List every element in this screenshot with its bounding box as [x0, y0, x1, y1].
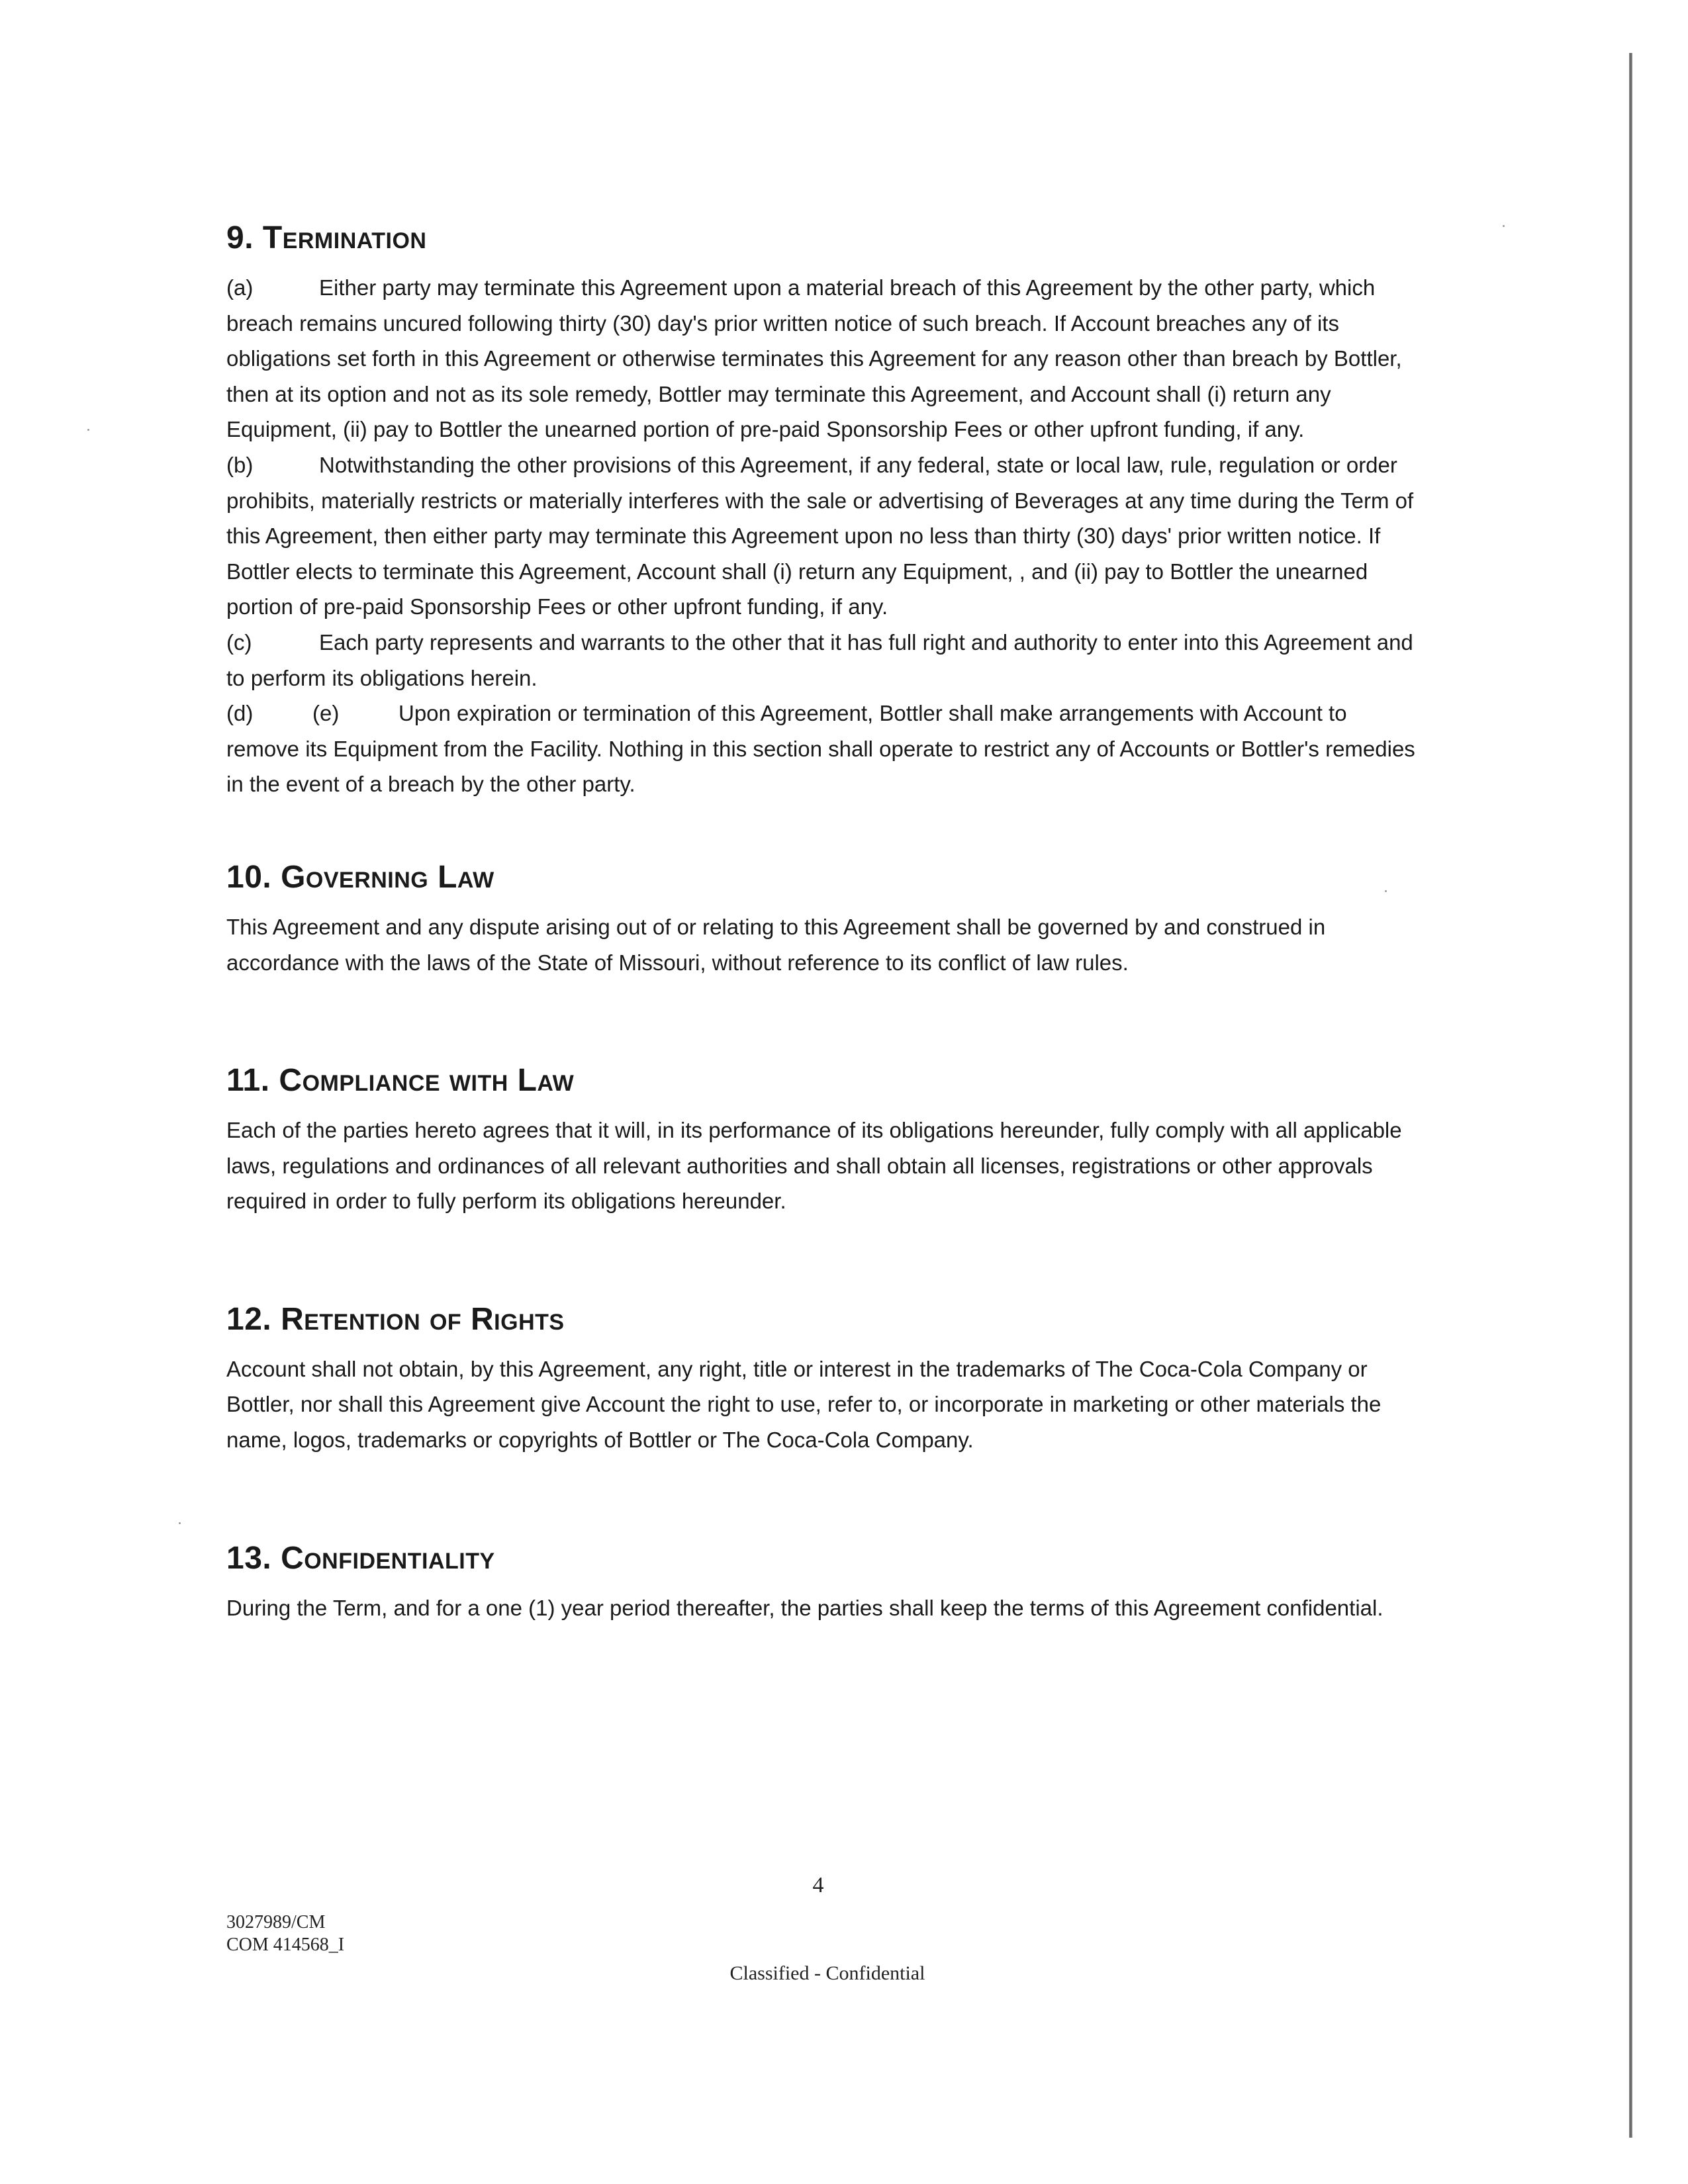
clause-c: [226, 625, 1418, 696]
section-title: 9. Termination: [226, 220, 427, 255]
scan-speck: [87, 429, 89, 431]
section-text: Account shall not obtain, by this Agreement, any right, title or interest in the trademarks of The Coca-Cola Company or Bottler, nor shall this Agreement give Account the right to use, refer to, or incorporate in marketing or other materials the name, logos, trademarks or copyrights of Bottler or The Coca-Cola Company.: [226, 1356, 1382, 1453]
scan-page-edge: [1629, 53, 1632, 2138]
document-body: [226, 218, 1418, 1625]
section-text: This Agreement and any dispute arising out of or relating to this Agreement shall be governed by and construed in accordance with the laws of the State of Missouri, without reference to its conflict of law rules.: [226, 914, 1326, 975]
scan-speck: [179, 1522, 181, 1524]
clause-label: (b): [226, 452, 254, 477]
section-title: 12. Retention of Rights: [226, 1301, 565, 1337]
section-confidentiality: [226, 1539, 1418, 1626]
section-governing-law: [226, 858, 1418, 980]
section-title: 10. Governing Law: [226, 859, 494, 895]
section-text: Each of the parties hereto agrees that it will, in its performance of its obligations hereunder, fully comply with all applicable laws, regulations and ordinances of all relevant authorities and shall obtain all licenses, registrations or other approvals required in order to fully perform its obligations hereunder.: [226, 1118, 1402, 1214]
section-text: During the Term, and for a one (1) year period thereafter, the parties shall keep the terms of this Agreement confidential.: [226, 1595, 1383, 1620]
section-title: 11. Compliance with Law: [226, 1063, 575, 1099]
scan-speck: [1503, 225, 1505, 227]
clause-text: Either party may terminate this Agreement upon a material breach of this Agreement by the other party, which breach remains uncured following thirty (30) day's prior written notice of such breach. If Account breaches any of its obligations set forth in this Agreement or otherwise terminates this Agreement for any reason other than breach by Bottler, then at its option and not as its sole remedy, Bottler may terminate this Agreement, and Account shall (i) return any Equipment, (ii) pay to Bottler the unearned portion of pre-paid Sponsorship Fees or other upfront funding, if any.: [226, 275, 1402, 442]
clause-a: [226, 270, 1418, 447]
clause-text: Notwithstanding the other provisions of this Agreement, if any federal, state or local law, rule, regulation or order prohibits, materially restricts or materially interferes with the sale or advertising of Beverages at any time during the Term of this Agreement, then either party may terminate this Agreement upon no less than thirty (30) days' prior written notice. If Bottler elects to terminate this Agreement, Account shall (i) return any Equipment, , and (ii) pay to Bottler the unearned portion of pre-paid Sponsorship Fees or other upfront funding, if any.: [226, 452, 1414, 619]
classification-label: Classified - Confidential: [729, 1962, 925, 1984]
clause-label: (e): [312, 701, 340, 726]
section-termination: [226, 218, 1418, 802]
clause-label: (c): [226, 629, 252, 655]
document-identifiers: [226, 1911, 344, 1956]
doc-id-line: 3027989/CM: [226, 1912, 326, 1933]
section-retention-of-rights: [226, 1300, 1418, 1458]
clause-d-e: [226, 696, 1418, 802]
clause-b: [226, 447, 1418, 625]
clause-text: Each party represents and warrants to the other that it has full right and authority to enter into this Agreement and to perform its obligations herein.: [226, 629, 1413, 690]
page-number: 4: [812, 1873, 824, 1897]
clause-label: (a): [226, 275, 254, 300]
section-title: 13. Confidentiality: [226, 1540, 495, 1576]
section-compliance-with-law: [226, 1061, 1418, 1219]
clause-text: Upon expiration or termination of this Agreement, Bottler shall make arrangements with Account to remove its Equipment from the Facility. Nothing in this section shall operate to restrict any of Accounts or Bottler's remedies in the event of a breach by the other party.: [226, 701, 1415, 797]
clause-label: (d): [226, 701, 254, 726]
doc-id-line: COM 414568_I: [226, 1934, 345, 1955]
